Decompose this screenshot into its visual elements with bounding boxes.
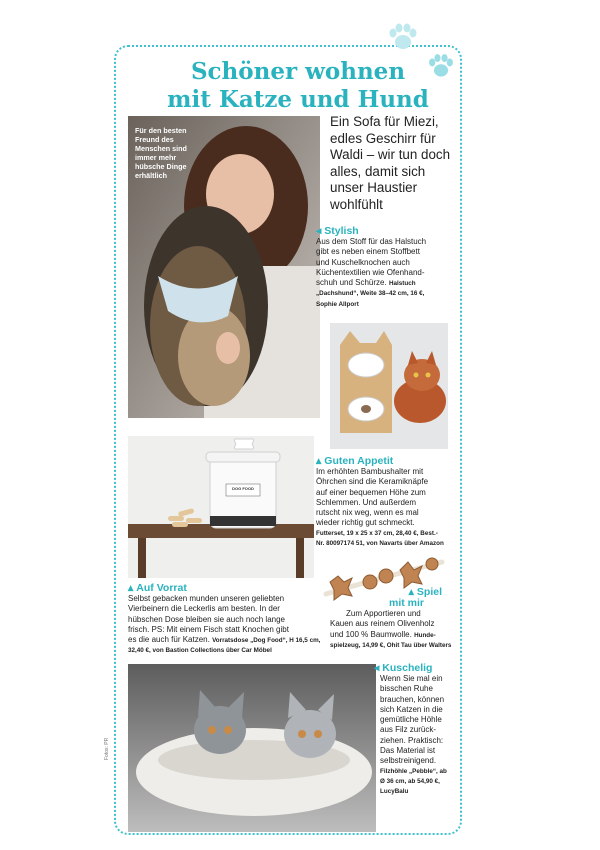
body-line: Vierbeinern die Leckerlis am besten. In der <box>128 604 280 614</box>
body-line: und 100 % Baumwolle. <box>330 629 412 639</box>
triangle-up-icon: ▴ <box>128 582 134 594</box>
auf-vorrat-body <box>128 594 328 657</box>
body-line: wieder richtig gut schmeckt. <box>316 518 415 528</box>
stylish-heading-text: Stylish <box>324 225 359 237</box>
intro-line: wohlfühlt <box>330 196 383 212</box>
guten-appetit-section <box>316 455 466 549</box>
auf-vorrat-heading-text: Auf Vorrat <box>136 582 187 594</box>
detail-text: 32,40 €, von Bastion Collections über Car Möbel <box>128 647 272 655</box>
photo-credit: Fotos: PR <box>104 737 110 760</box>
detail-text: Futterset, 19 x 25 x 37 cm, 28,40 €, Best.- <box>316 529 438 537</box>
body-line: sich Katzen in die <box>380 704 443 714</box>
body-line: rutscht nix weg, wenn es mal <box>316 508 419 518</box>
detail-text: Halstuch <box>388 280 416 288</box>
bowls-cat-photo <box>330 323 448 449</box>
stylish-section <box>316 225 466 310</box>
caption-line: hübsche Dinge <box>135 162 187 171</box>
body-line: Selbst gebacken munden unseren geliebten <box>128 594 285 603</box>
detail-text: spielzeug, 14,99 €, Ohit Tau über Walters <box>330 641 452 649</box>
body-line: Zum Apportieren und <box>346 609 421 618</box>
body-line: Küchentextilien wie Ofenhand- <box>316 267 425 277</box>
guten-appetit-heading-text: Guten Appetit <box>324 455 394 467</box>
detail-text: Hunde- <box>414 631 436 639</box>
body-line: schuh und Schürze. <box>316 278 387 288</box>
spiel-heading-line-2: mit mir <box>388 597 424 609</box>
kuschelig-section <box>374 662 464 798</box>
title-line-2: mit Katze und Hund <box>167 86 429 113</box>
detail-text: „Dachshund“, Weite 38–42 cm, 16 €, <box>316 290 425 298</box>
triangle-up-icon: ▴ <box>316 455 322 467</box>
body-line: auf einer bequemen Höhe zum <box>316 487 426 497</box>
triangle-up-icon: ▴ <box>408 586 414 598</box>
caption-line: Menschen sind <box>135 144 187 153</box>
body-line: Aus dem Stoff für das Halstuch <box>316 237 427 246</box>
body-line: gemütliche Höhle <box>380 715 442 725</box>
auf-vorrat-heading <box>128 582 328 594</box>
treat-jar-photo <box>128 436 314 578</box>
detail-text: Filzhöhle „Pebble“, ab <box>380 767 447 775</box>
body-line: bisschen Ruhe <box>380 684 433 694</box>
body-line: ziehen. Praktisch: <box>380 735 444 745</box>
body-line: frisch. PS: Mit einem Fisch statt Knochen gibt <box>128 624 289 634</box>
paw-icon <box>386 22 420 52</box>
body-line: Im erhöhten Bambushalter mit <box>316 467 424 476</box>
triangle-left-icon: ◂ <box>316 225 322 237</box>
spiel-heading-line-1: Spiel <box>416 586 442 598</box>
detail-text: Nr. 80097174 51, von Navarts über Amazon <box>316 540 444 548</box>
guten-appetit-body <box>316 467 466 549</box>
body-line: gibt es neben einem Stoffbett <box>316 247 420 257</box>
spiel-mit-mir-section <box>316 587 466 651</box>
body-line: aus Filz zurück- <box>380 725 437 735</box>
guten-appetit-heading <box>316 455 466 467</box>
intro-line: unser Haustier <box>330 180 418 195</box>
caption-line: immer mehr <box>135 153 177 162</box>
body-line: und Kuschelknochen auch <box>316 257 410 267</box>
body-line: hübschen Dose bleiben sie auch noch lange <box>128 614 286 624</box>
detail-text: LucyBalu <box>380 788 409 796</box>
jar-label: DOG FOOD <box>232 486 254 491</box>
spiel-body <box>316 609 466 651</box>
intro-line: Waldi – wir tun doch <box>330 147 451 162</box>
photo-caption <box>135 126 187 180</box>
body-line: es die auch für Katzen. <box>128 635 210 645</box>
page-title <box>120 58 476 114</box>
intro-line: Ein Sofa für Miezi, <box>330 114 439 129</box>
woman-dog-photo <box>128 116 320 418</box>
title-line-1: Schöner wohnen <box>190 58 406 85</box>
stylish-body <box>316 237 466 310</box>
intro-line: edles Geschirr für <box>330 130 436 146</box>
kuschelig-heading-text: Kuschelig <box>382 662 433 674</box>
body-line: Das Material ist <box>380 746 436 756</box>
body-line: Wenn Sie mal ein <box>380 674 443 683</box>
body-line: selbstreinigend. <box>380 756 437 766</box>
caption-line: Für den besten <box>135 126 187 135</box>
caption-line: erhältlich <box>135 171 167 180</box>
caption-line: Freund des <box>135 135 174 144</box>
stylish-heading <box>316 225 466 237</box>
spiel-heading <box>316 587 466 609</box>
body-line: brauchen, können <box>380 694 445 704</box>
body-line: Kauen aus reinem Olivenholz <box>330 619 435 629</box>
kuschelig-body <box>374 674 464 798</box>
kuschelig-heading <box>374 662 464 674</box>
body-line: Schlemmen. Und außerdem <box>316 497 417 507</box>
detail-text: Ø 36 cm, ab 54,90 €, <box>380 777 440 785</box>
intro-text <box>330 114 462 213</box>
intro-line: alles, damit sich <box>330 163 426 179</box>
detail-text: Vorratsdose „Dog Food“, H 16,5 cm, <box>212 637 321 645</box>
triangle-left-icon: ◂ <box>374 662 380 674</box>
detail-text: Sophie Allport <box>316 300 359 308</box>
auf-vorrat-section <box>128 582 328 657</box>
kittens-photo <box>128 664 376 832</box>
body-line: Öhrchen sind die Keramiknäpfe <box>316 477 429 487</box>
